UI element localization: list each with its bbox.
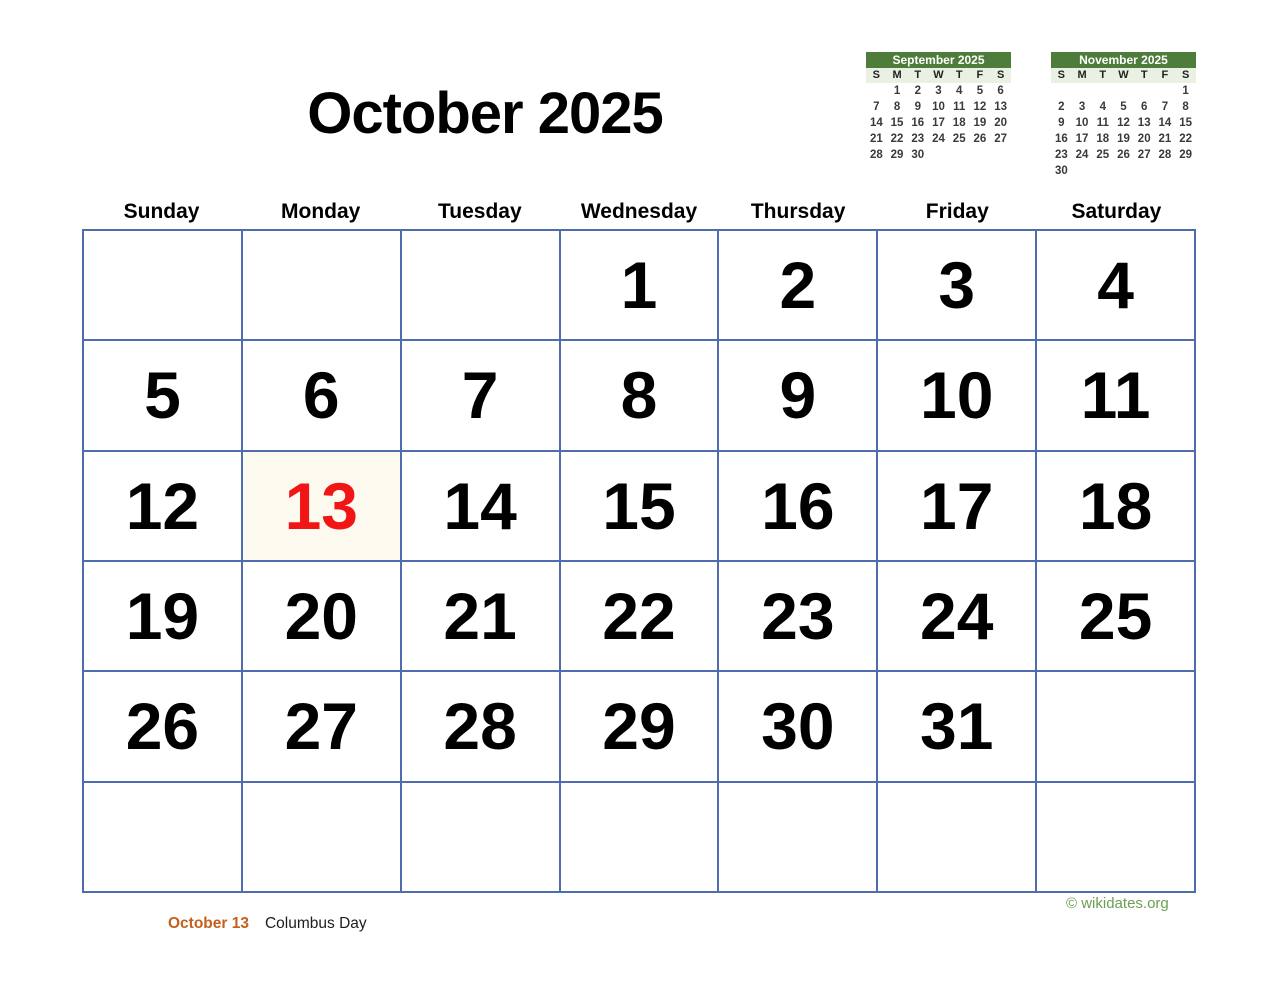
- mini-calendar-september: [866, 52, 1011, 163]
- date-cell-19: 19: [83, 561, 242, 671]
- mini-day-letter: T: [1140, 69, 1148, 81]
- mini-date-cell: 18: [952, 117, 966, 129]
- date-cell-empty: [83, 230, 242, 340]
- credit-text: © wikidates.org: [1066, 895, 1169, 912]
- date-cell-30: 30: [718, 671, 877, 781]
- mini-date-cell: 13: [994, 101, 1008, 113]
- mini-date-cell: 16: [1054, 133, 1068, 145]
- date-cell-empty: [1036, 671, 1195, 781]
- mini-date-cell: 1: [1182, 85, 1189, 97]
- mini-date-cell: 3: [935, 85, 942, 97]
- date-cell-29: 29: [560, 671, 719, 781]
- mini-day-letter: S: [872, 69, 881, 81]
- mini-date-cell: 23: [1054, 149, 1068, 161]
- mini-date-cell: 11: [953, 101, 966, 113]
- date-cell-9: 9: [718, 340, 877, 450]
- mini-date-cell: 29: [890, 149, 904, 161]
- mini-date-cell: 10: [1075, 117, 1089, 129]
- mini-date-cell: 25: [1096, 149, 1110, 161]
- date-cell-23: 23: [718, 561, 877, 671]
- mini-day-letter: T: [955, 69, 963, 81]
- date-cell-5: 5: [83, 340, 242, 450]
- mini-calendar-november-grid: [1051, 83, 1196, 179]
- weekday-header-sunday: Sunday: [123, 200, 200, 223]
- mini-date-cell: [990, 147, 1011, 163]
- date-cell-empty: [242, 230, 401, 340]
- mini-day-letter: T: [1099, 69, 1107, 81]
- mini-day-letter: W: [933, 69, 944, 81]
- mini-date-cell: 9: [914, 101, 921, 113]
- date-cell-14: 14: [401, 451, 560, 561]
- mini-date-cell: 8: [893, 101, 901, 113]
- mini-date-cell: 6: [1141, 101, 1148, 113]
- mini-date-cell: 21: [869, 133, 883, 145]
- mini-date-cell: 25: [952, 133, 966, 145]
- mini-day-letter: S: [1181, 69, 1190, 81]
- calendar-grid: [82, 229, 1196, 893]
- date-cell-26: 26: [83, 671, 242, 781]
- date-cell-11: 11: [1036, 340, 1195, 450]
- mini-date-cell: 27: [1137, 149, 1151, 161]
- mini-date-cell: 17: [932, 117, 945, 129]
- date-cell-13: 13: [242, 451, 401, 561]
- mini-date-cell: 10: [932, 101, 945, 113]
- mini-day-letter: F: [976, 69, 984, 81]
- date-cell-empty: [560, 782, 719, 892]
- date-cell-12: 12: [83, 451, 242, 561]
- mini-day-letter: M: [892, 69, 902, 81]
- weekday-header-wednesday: Wednesday: [580, 200, 698, 223]
- mini-date-cell: [970, 147, 991, 163]
- mini-date-cell: 19: [973, 117, 987, 129]
- date-cell-7: 7: [401, 340, 560, 450]
- mini-date-cell: 14: [1158, 117, 1172, 129]
- date-cell-24: 24: [877, 561, 1036, 671]
- date-cell-empty: [242, 782, 401, 892]
- mini-date-cell: [1092, 83, 1113, 99]
- mini-date-cell: 7: [873, 101, 880, 113]
- date-cell-empty: [83, 782, 242, 892]
- date-cell-empty: [877, 782, 1036, 892]
- date-cell-21: 21: [401, 561, 560, 671]
- mini-date-cell: 30: [1054, 165, 1068, 177]
- mini-day-letter: F: [1161, 69, 1169, 81]
- mini-date-cell: 5: [976, 85, 984, 97]
- mini-date-cell: 14: [869, 117, 883, 129]
- mini-date-cell: 5: [1120, 101, 1127, 113]
- mini-day-letter: S: [996, 69, 1005, 81]
- mini-date-cell: [1134, 83, 1155, 99]
- mini-date-cell: 20: [1137, 133, 1151, 145]
- mini-date-cell: [1072, 83, 1093, 99]
- weekday-header-row: [82, 200, 1196, 224]
- mini-date-cell: 27: [994, 133, 1008, 145]
- date-cell-15: 15: [560, 451, 719, 561]
- mini-date-cell: 4: [956, 85, 963, 97]
- date-cell-4: 4: [1036, 230, 1195, 340]
- mini-date-cell: 2: [914, 85, 921, 97]
- mini-date-cell: 11: [1096, 117, 1109, 129]
- mini-date-cell: 20: [994, 117, 1008, 129]
- date-cell-18: 18: [1036, 451, 1195, 561]
- weekday-header-friday: Friday: [925, 200, 989, 223]
- mini-date-cell: 26: [1117, 149, 1130, 161]
- mini-date-cell: 28: [1158, 149, 1172, 161]
- mini-date-cell: 17: [1075, 133, 1089, 145]
- mini-date-cell: 8: [1182, 101, 1189, 113]
- mini-date-cell: 12: [1117, 117, 1130, 129]
- mini-calendar-september-title: September 2025: [866, 52, 1011, 68]
- weekday-header-thursday: Thursday: [750, 200, 846, 223]
- mini-date-cell: 22: [1179, 133, 1193, 145]
- holiday-name: Columbus Day: [264, 915, 367, 932]
- mini-date-cell: 29: [1179, 149, 1193, 161]
- mini-date-cell: [1113, 163, 1134, 179]
- date-cell-10: 10: [877, 340, 1036, 450]
- mini-date-cell: 24: [932, 133, 945, 145]
- mini-date-cell: 2: [1058, 101, 1065, 113]
- mini-date-cell: [928, 147, 949, 163]
- date-cell-empty: [401, 230, 560, 340]
- mini-date-cell: 15: [890, 117, 904, 129]
- mini-date-cell: 22: [890, 133, 904, 145]
- date-cell-17: 17: [877, 451, 1036, 561]
- date-cell-22: 22: [560, 561, 719, 671]
- mini-date-cell: [1175, 163, 1196, 179]
- date-cell-empty: [1036, 782, 1195, 892]
- date-cell-2: 2: [718, 230, 877, 340]
- mini-date-cell: 7: [1161, 101, 1169, 113]
- mini-date-cell: 15: [1179, 117, 1193, 129]
- date-cell-20: 20: [242, 561, 401, 671]
- date-cell-6: 6: [242, 340, 401, 450]
- mini-date-cell: 18: [1096, 133, 1110, 145]
- date-cell-31: 31: [877, 671, 1036, 781]
- mini-calendar-november-title: November 2025: [1051, 52, 1196, 68]
- mini-date-cell: [1051, 83, 1072, 99]
- weekday-header-monday: Monday: [281, 200, 361, 223]
- mini-date-cell: [1092, 163, 1113, 179]
- date-cell-27: 27: [242, 671, 401, 781]
- page-title: October 2025: [307, 81, 663, 146]
- date-cell-8: 8: [560, 340, 719, 450]
- mini-day-letter: W: [1118, 69, 1129, 81]
- mini-date-cell: [1155, 163, 1176, 179]
- date-cell-3: 3: [877, 230, 1036, 340]
- mini-date-cell: [1113, 83, 1134, 99]
- mini-date-cell: [1072, 163, 1093, 179]
- mini-date-cell: 12: [973, 101, 987, 113]
- date-cell-25: 25: [1036, 561, 1195, 671]
- mini-date-cell: [949, 147, 970, 163]
- mini-date-cell: [1155, 83, 1176, 99]
- mini-calendar-november-day-letters: [1051, 68, 1196, 83]
- date-cell-empty: [401, 782, 560, 892]
- mini-date-cell: 23: [911, 133, 925, 145]
- mini-date-cell: 1: [893, 85, 901, 97]
- mini-date-cell: 30: [911, 149, 925, 161]
- mini-calendar-november: [1051, 52, 1196, 179]
- mini-calendar-september-grid: [866, 83, 1011, 163]
- mini-date-cell: 16: [911, 117, 925, 129]
- mini-calendar-september-day-letters: [866, 68, 1011, 83]
- mini-date-cell: 13: [1137, 117, 1151, 129]
- mini-day-letter: S: [1057, 69, 1066, 81]
- mini-date-cell: 19: [1117, 133, 1130, 145]
- mini-day-letter: M: [1077, 69, 1087, 81]
- mini-date-cell: 28: [869, 149, 883, 161]
- mini-day-letter: T: [914, 69, 922, 81]
- mini-date-cell: 6: [997, 85, 1004, 97]
- mini-date-cell: 3: [1078, 101, 1086, 113]
- mini-date-cell: [1134, 163, 1155, 179]
- date-cell-16: 16: [718, 451, 877, 561]
- date-cell-empty: [718, 782, 877, 892]
- mini-date-cell: 24: [1075, 149, 1089, 161]
- mini-date-cell: 4: [1099, 101, 1106, 113]
- mini-date-cell: 9: [1058, 117, 1065, 129]
- mini-date-cell: 26: [973, 133, 987, 145]
- holiday-note: [168, 915, 367, 933]
- date-cell-1: 1: [560, 230, 719, 340]
- weekday-header-saturday: Saturday: [1071, 200, 1162, 223]
- mini-date-cell: [866, 83, 887, 99]
- mini-date-cell: 21: [1158, 133, 1172, 145]
- date-cell-28: 28: [401, 671, 560, 781]
- holiday-date: October 13: [168, 915, 249, 932]
- weekday-header-tuesday: Tuesday: [438, 200, 522, 223]
